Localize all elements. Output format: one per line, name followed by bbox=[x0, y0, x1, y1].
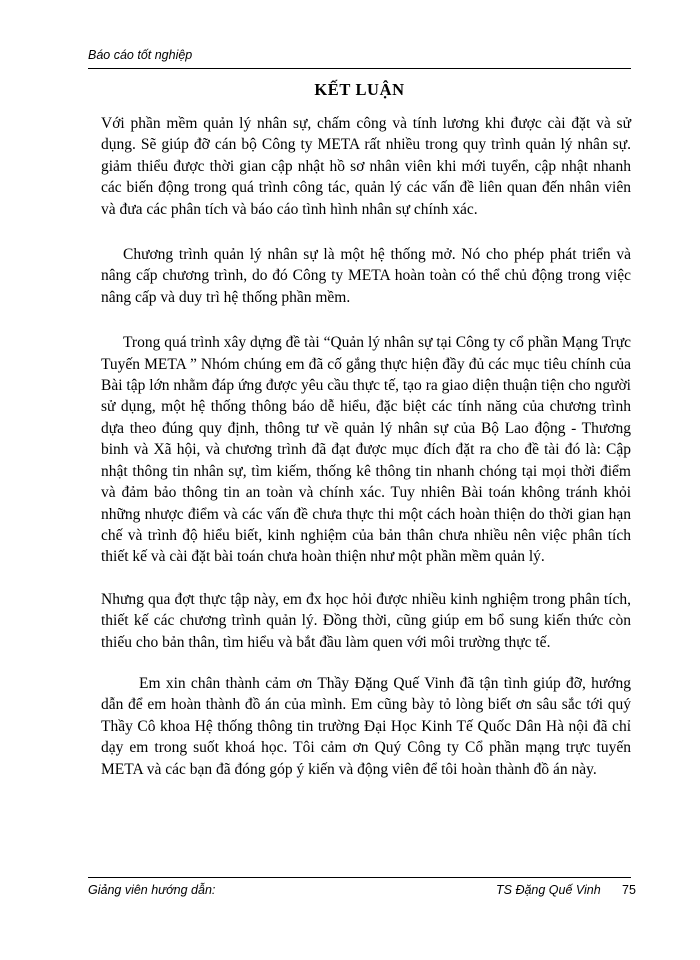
page-number: 75 bbox=[622, 883, 636, 897]
paragraph-1: Với phần mềm quản lý nhân sự, chấm công và tính lương khi được cài đặt và sử dụng. Sẽ giúp đỡ cán bộ Công ty META rất nhiều trong quy trình quản lý nhân sự. giảm thiểu được thời gian cập nhật hồ sơ nhân viên khi mới tuyển, cập nhật nhanh các biến động trong quá trình công tác, quản lý các vấn đề liên quan đến nhân viên và đưa các phân tích và báo cáo tình hình nhân sự chính xác. bbox=[101, 115, 631, 218]
page-title: KẾT LUẬN bbox=[314, 80, 405, 99]
footer-supervisor-label: Giảng viên hướng dẫn: bbox=[88, 883, 216, 897]
body-text bbox=[101, 113, 631, 780]
paragraph-4: Nhưng qua đợt thực tập này, em đx học hỏi được nhiều kinh nghiệm trong phân tích, thiết kế các chương trình quản lý. Đồng thời, cũng giúp em bổ sung kiến thức còn thiếu cho bản thân, tìm hiểu và bắt đầu làm quen với môi trường thực tế. bbox=[101, 590, 631, 651]
paragraph-2: Chương trình quản lý nhân sự là một hệ thống mở. Nó cho phép phát triển và nâng cấp chương trình, do đó Công ty META hoàn toàn có thể chủ động trong việc nâng cấp và duy trì hệ thống phần mềm. bbox=[101, 246, 631, 306]
footer-supervisor-name: TS Đặng Quế Vinh bbox=[496, 883, 601, 897]
header-divider bbox=[88, 68, 631, 69]
running-header: Báo cáo tốt nghiệp bbox=[88, 48, 193, 62]
footer-divider bbox=[88, 877, 631, 878]
paragraph-3: Trong quá trình xây dựng đề tài “Quản lý nhân sự tại Công ty cổ phần Mạng Trực Tuyến META ” Nhóm chúng em đã cố gắng thực hiện đầy đủ các mục tiêu chính của Bài tập lớn nhằm đáp ứng được yêu cầu thực tế, tạo ra giao diện thuận tiện cho người sử dụng, một hệ thống thông báo dễ hiểu, đặc biệt các tính năng của chương trình dựa theo đúng quy định, thông tư về quản lý nhân sự của Bộ Lao động - Thương binh và Xã hội, và chương trình đã đạt được mục đích đặt ra cho đề tài đó là: Cập nhật thông tin nhân sự, tìm kiếm, thống kê thông tin nhanh chóng tại mọi thời điểm và đảm bảo thông tin an toàn và chính xác. Tuy nhiên Bài toán không tránh khỏi những nhược điểm và các vấn đề chưa thực thi một cách hoàn thiện do thời gian hạn chế và trình độ hiểu biết, kinh nghiệm của bản thân chưa nhiều nên việc phân tích thiết kế và cài đặt bài toán chưa hoàn thiện như một phần mềm quản lý. bbox=[101, 334, 631, 566]
paragraph-5: Em xin chân thành cảm ơn Thầy Đặng Quế Vinh đã tận tình giúp đỡ, hướng dẫn để em hoàn thành đồ án của mình. Em cũng bày tỏ lòng biết ơn sâu sắc tới quý Thầy Cô khoa Hệ thống thông tin trường Đại Học Kinh Tế Quốc Dân Hà nội đã chỉ dạy em trong suốt khoá học. Tôi cảm ơn Quý Công ty Cổ phần mạng trực tuyến META và các bạn đã đóng góp ý kiến và động viên để tôi hoàn thành đồ án này. bbox=[101, 674, 631, 778]
